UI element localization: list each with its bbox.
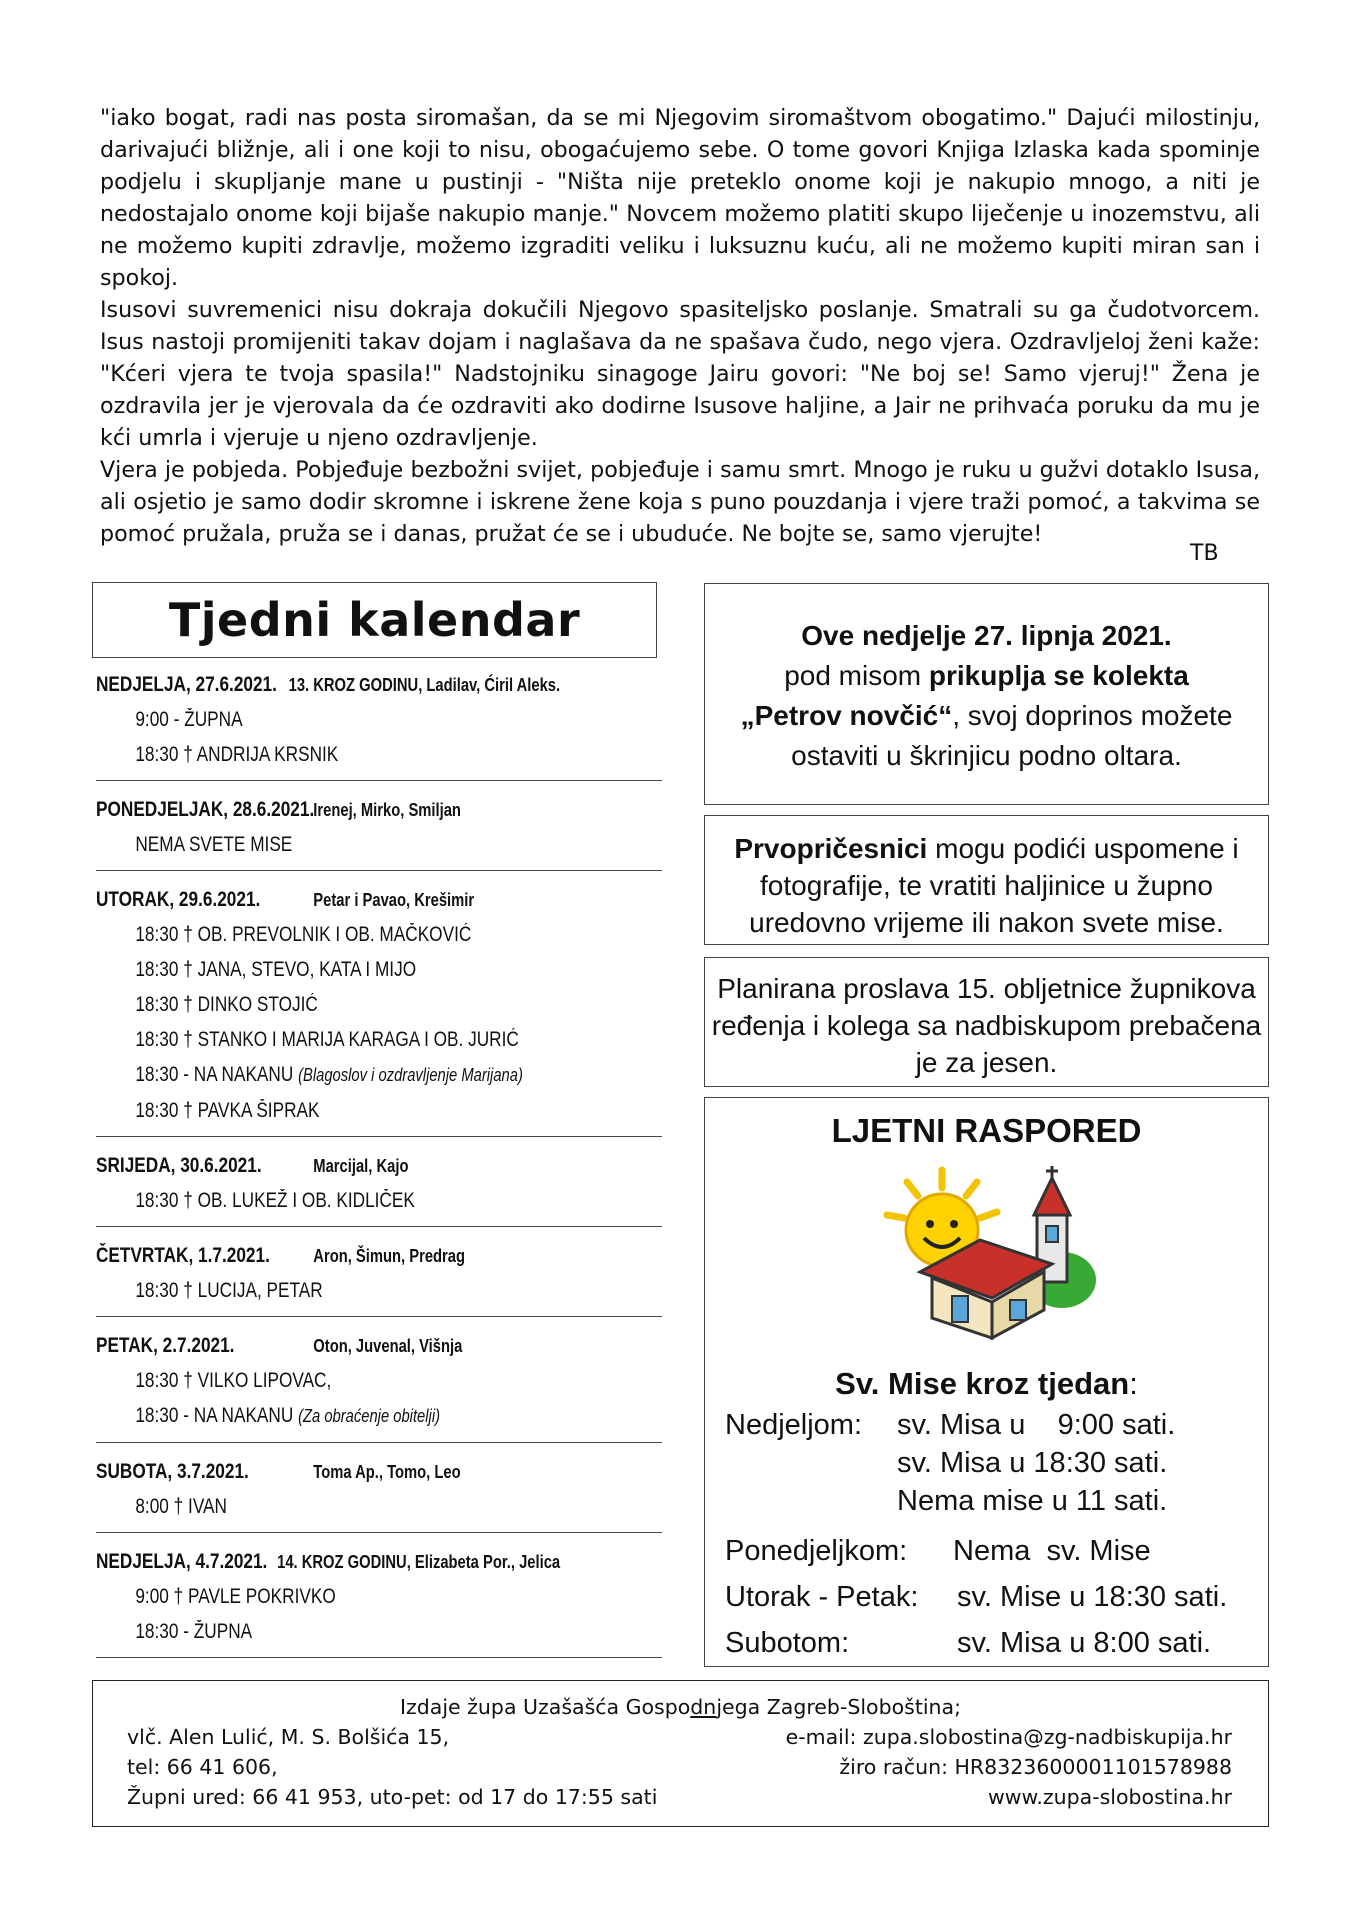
schedule-row [725, 1574, 1268, 1620]
day-name: UTORAK, 29.6.2021. [96, 888, 261, 911]
calendar-day [96, 1545, 662, 1658]
article-paragraph: "iako bogat, radi nas posta siromašan, da se mi Njegovim siromaštvom obogatimo." Dajući milostinju, darivajući bližnje, ali i one koji to nisu, obogaćujemo sebe. O tome govori Knjiga Izlaska kada spominje podjelu i skupljanje mane u pustinji - "Ništa nije preteklo onome koji je nakupio mnogo, a niti je nedostajalo onome koji bijaše nakupio manje." Novcem možemo platiti skupo liječenje u inozemstvu, ali ne možemo kupiti zdravlje, možemo izgraditi veliku i luksuznu kuću, ali ne možemo kupiti miran san i spokoj. [100, 105, 1260, 291]
article [100, 102, 1260, 550]
mass-time: 18:30 † [135, 1028, 193, 1051]
mass-intention: STANKO I MARIJA KARAGA I OB. JURIĆ [197, 1028, 519, 1051]
schedule-row [725, 1620, 1268, 1666]
day-saints: 14. KROZ GODINU, Elizabeta Por., Jelica [277, 1552, 561, 1572]
mass-intention: ANDRIJA KRSNIK [196, 743, 339, 766]
mass-intention: PAVLE POKRIVKO [188, 1585, 336, 1608]
calendar-day [96, 883, 662, 1137]
footer-publisher-text: Izdaje župa Uzašašća Gospo [399, 1695, 691, 1719]
communion-text: mogu podići uspomene i fotografije, te vratiti haljinice u župno uredovno vrijeme ili nakon svete mise. [749, 833, 1239, 938]
calendar-day-header [96, 1329, 560, 1363]
calendar-day-header [96, 793, 560, 827]
mass-intention: JANA, STEVO, KATA I MIJO [197, 958, 417, 981]
schedule-time: sv. Misa u 18:30 sati. [897, 1447, 1168, 1479]
day-saints: Aron, Šimun, Predrag [313, 1246, 466, 1266]
day-name: SUBOTA, 3.7.2021. [96, 1460, 249, 1483]
calendar-day-header [96, 668, 560, 702]
article-paragraph: Vjera je pobjeda. Pobjeđuje bezbožni svijet, pobjeđuje i samu smrt. Mnogo je ruku u gužvi dotaklo Isusa, ali osjetio je samo dodir skromne i iskrene žene koja s puno pouzdanja i vjere traži pomoć, a takvima se pomoć pružala, pruža se i danas, pružat će se i ubuduće. Ne bojte se, samo vjerujte! [100, 457, 1260, 547]
mass-time: 9:00 - [135, 708, 180, 731]
mass-intention: PAVKA ŠIPRAK [197, 1099, 320, 1122]
mass-intention: IVAN [188, 1495, 227, 1518]
schedule-day [725, 1444, 897, 1482]
mass-time: 18:30 † [135, 993, 193, 1016]
calendar-day-header [96, 1149, 560, 1183]
schedule-day [725, 1482, 897, 1520]
footer-publisher [93, 1695, 1268, 1719]
footer-tel: tel: 66 41 606, [127, 1755, 278, 1779]
day-name: SRIJEDA, 30.6.2021. [96, 1154, 262, 1177]
footer-web: www.zupa-slobostina.hr [987, 1785, 1232, 1809]
footer-giro: žiro račun: HR8323600001101578988 [839, 1755, 1232, 1779]
mass-time: 18:30 - [135, 1620, 189, 1643]
mass-time: 18:30 † [135, 1279, 193, 1302]
calendar-day [96, 1329, 662, 1443]
mass-intention: LUCIJA, PETAR [197, 1279, 323, 1302]
mass-entry [96, 1363, 560, 1398]
mass-entry [96, 737, 560, 772]
schedule-time: Nema mise u 11 sati. [897, 1485, 1168, 1517]
collection-text: , svoj doprinos možete [952, 700, 1233, 731]
mass-entry [96, 952, 560, 987]
summer-title: LJETNI RASPORED [831, 1112, 1142, 1149]
mass-entry [96, 1057, 560, 1093]
sun-church-illustration [862, 1160, 1112, 1340]
mass-entry [96, 827, 560, 862]
schedule-time: sv. Mise u 18:30 sati. [957, 1581, 1228, 1613]
calendar-day-header [96, 1545, 560, 1579]
mass-entry [96, 1093, 560, 1128]
day-saints: 13. KROZ GODINU, Ladilav, Ćiril Aleks. [288, 675, 561, 695]
calendar-title: Tjedni kalendar [92, 582, 657, 658]
mass-entry [96, 917, 560, 952]
mass-entry [96, 1579, 560, 1614]
communion-notice [704, 815, 1269, 945]
mass-note: (Za obraćenje obitelji) [298, 1406, 441, 1426]
collection-name: „Petrov novčić“ [740, 700, 953, 731]
mass-intention: VILKO LIPOVAC, [197, 1369, 332, 1392]
day-saints: Irenej, Mirko, Smiljan [313, 800, 461, 820]
schedule-day: Ponedjeljkom: [725, 1535, 908, 1567]
mass-intention: DINKO STOJIĆ [197, 993, 318, 1016]
anniversary-notice [704, 957, 1269, 1087]
schedule-day: Utorak - Petak: [725, 1581, 919, 1613]
mass-time: 18:30 - [135, 1063, 189, 1086]
calendar-day [96, 1239, 662, 1317]
footer-publisher-text: dn [690, 1695, 717, 1719]
collection-date: Ove nedjelje 27. lipnja 2021. [801, 620, 1172, 651]
mass-entry [96, 1489, 560, 1524]
mass-time: 18:30 † [135, 958, 193, 981]
calendar-list [96, 668, 662, 1670]
article-paragraph: Isusovi suvremenici nisu dokraja dokučili Njegovo spasiteljsko poslanje. Smatrali su ga čudotvorcem. Isus nastoji promijeniti takav dojam i naglašava da ne spašava čudo, nego vjera. Ozdravljeloj ženi kaže: "Kćeri vjera te tvoja spasila!" Nadstojniku sinagoge Jairu govori: "Ne boj se! Samo vjeruj!" Žena je ozdravila jer je vjerovala da će ozdraviti ako dodirne Isusove haljine, a Jair ne prihvaća poruku da mu je kći umrla i vjeruje u njeno ozdravljenje. [100, 297, 1260, 451]
mass-intention: ŽUPNA [184, 708, 243, 731]
mass-entry [96, 1183, 560, 1218]
summer-subtitle: Sv. Mise kroz tjedan [835, 1366, 1130, 1401]
mass-intention: ŽUPNA [193, 1620, 253, 1643]
calendar-day [96, 793, 662, 871]
calendar-day [96, 668, 662, 781]
day-saints: Marcijal, Kajo [313, 1156, 409, 1176]
mass-time: 18:30 † [135, 1099, 193, 1122]
collection-text-bold: prikuplja se kolekta [928, 660, 1189, 691]
day-name: PETAK, 2.7.2021. [96, 1334, 235, 1357]
footer-email: e-mail: zupa.slobostina@zg-nadbiskupija.hr [785, 1725, 1232, 1749]
day-name: ČETVRTAK, 1.7.2021. [96, 1244, 270, 1267]
mass-intention: NA NAKANU [193, 1404, 294, 1427]
collection-notice [704, 583, 1269, 805]
mass-intention: NA NAKANU [193, 1063, 294, 1086]
schedule-day: Subotom: [725, 1627, 850, 1659]
footer [92, 1680, 1269, 1827]
day-name: PONEDJELJAK, 28.6.2021. [96, 798, 315, 821]
mass-entry [96, 1022, 560, 1057]
schedule-day: Nedjeljom: [725, 1409, 862, 1441]
schedule-time: sv. Misa u 9:00 sati. [897, 1409, 1176, 1441]
day-name: NEDJELJA, 27.6.2021. [96, 673, 277, 696]
article-signature: TB [1190, 541, 1219, 566]
day-saints: Petar i Pavao, Krešimir [313, 890, 475, 910]
mass-intention: OB. LUKEŽ I OB. KIDLIČEK [197, 1189, 415, 1212]
anniversary-text: Planirana proslava 15. obljetnice župnikova ređenja i kolega sa nadbiskupom prebačena je za jesen. [711, 973, 1262, 1078]
mass-entry [96, 702, 560, 737]
calendar-day-header [96, 1455, 560, 1489]
mass-time: 18:30 † [135, 1189, 193, 1212]
mass-time: 18:30 - [135, 1404, 189, 1427]
calendar-day [96, 1149, 662, 1227]
mass-schedule [705, 1406, 1268, 1666]
summer-schedule [704, 1097, 1269, 1667]
mass-time: 8:00 † [135, 1495, 184, 1518]
day-saints: Oton, Juvenal, Višnja [313, 1336, 463, 1356]
schedule-row [725, 1406, 1268, 1444]
calendar-day-header [96, 1239, 560, 1273]
schedule-row [725, 1482, 1268, 1520]
collection-text: ostaviti u škrinjicu podno oltara. [791, 740, 1182, 771]
summer-subtitle-colon: : [1129, 1366, 1138, 1401]
mass-entry [96, 1273, 560, 1308]
mass-time: 18:30 † [135, 923, 193, 946]
footer-publisher-text: jega Zagreb-Sloboština; [716, 1695, 962, 1719]
mass-intention: OB. PREVOLNIK I OB. MAČKOVIĆ [197, 923, 472, 946]
footer-office: Župni ured: 66 41 953, uto-pet: od 17 do 17:55 sati [127, 1785, 658, 1809]
mass-entry [96, 1398, 560, 1434]
mass-intention: NEMA SVETE MISE [135, 833, 293, 856]
mass-entry [96, 1614, 560, 1649]
mass-entry [96, 987, 560, 1022]
day-name: NEDJELJA, 4.7.2021. [96, 1550, 268, 1573]
mass-time: 18:30 † [135, 1369, 193, 1392]
mass-time: 18:30 † [135, 743, 193, 766]
mass-time: 9:00 † [135, 1585, 184, 1608]
calendar-day-header [96, 883, 560, 917]
communion-bold: Prvopričesnici [734, 833, 928, 864]
calendar-day [96, 1455, 662, 1533]
mass-note: (Blagoslov i ozdravljenje Marijana) [298, 1065, 523, 1085]
collection-text: pod misom [784, 660, 929, 691]
schedule-time: sv. Misa u 8:00 sati. [957, 1627, 1212, 1659]
schedule-row [725, 1528, 1268, 1574]
footer-priest: vlč. Alen Lulić, M. S. Bolšića 15, [127, 1725, 450, 1749]
schedule-time: Nema sv. Mise [953, 1535, 1151, 1567]
day-saints: Toma Ap., Tomo, Leo [313, 1462, 461, 1482]
schedule-row [725, 1444, 1268, 1482]
